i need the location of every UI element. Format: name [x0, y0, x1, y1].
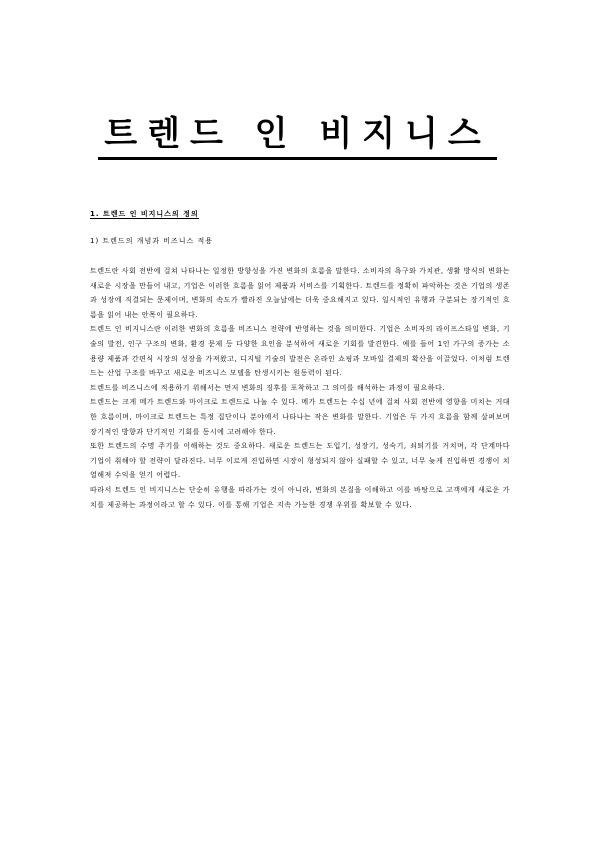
paragraph: 트렌드를 비즈니스에 적용하기 위해서는 먼저 변화의 징후를 포착하고 그 의미를 해석하는 과정이 필요하다. [90, 383, 445, 392]
section-subheading: 1) 트렌드의 개념과 비즈니스 적용 [90, 237, 213, 245]
paragraph: 트렌드 인 비지니스란 이러한 변화의 흐름을 비즈니스 전략에 반영하는 것을 의미한다. 기업은 소비자의 라이프스타일 변화, 기술의 발전, 인구 구조의 변화, 환경 문제 등 다양한 요인을 분석하여 새로운 기회를 발견한다. 예를 들어 1인 가구의 증가는 소용량 제품과 간편식 시장의 성장을 가져왔고, 디지털 기술의 발전은 온라인 쇼핑과 모바일 결제의 확산을 이끌었다. 이처럼 트렌드는 산업 구조를 바꾸고 새로운 비즈니스 모델을 탄생시키는 원동력이 된다. [90, 325, 510, 378]
body-text [90, 264, 510, 512]
paragraph: 트렌드란 사회 전반에 걸쳐 나타나는 일정한 방향성을 가진 변화의 흐름을 말한다. 소비자의 욕구와 가치관, 생활 방식의 변화는 새로운 시장을 만들어 내고, 기업은 이러한 흐름을 읽어 제품과 서비스를 기획한다. 트렌드를 정확히 파악하는 것은 기업의 생존과 성장에 직결되는 문제이며, 변화의 속도가 빨라진 오늘날에는 더욱 중요해지고 있다. 일시적인 유행과 구분되는 장기적인 흐름을 읽어 내는 안목이 필요하다. [90, 267, 510, 319]
paragraph: 따라서 트렌드 인 비지니스는 단순히 유행을 따라가는 것이 아니라, 변화의 본질을 이해하고 이를 바탕으로 고객에게 새로운 가치를 제공하는 과정이라고 할 수 있다. 이를 통해 기업은 지속 가능한 경쟁 우위를 확보할 수 있다. [90, 485, 510, 509]
paragraph: 트렌드는 크게 메가 트렌드와 마이크로 트렌드로 나눌 수 있다. 메가 트렌드는 수십 년에 걸쳐 사회 전반에 영향을 미치는 거대한 흐름이며, 마이크로 트렌드는 특정 집단이나 분야에서 나타나는 작은 변화를 말한다. 기업은 두 가지 흐름을 함께 살펴보며 장기적인 방향과 단기적인 기회를 동시에 고려해야 한다. [90, 398, 510, 436]
section-heading-text: 1. 트렌드 인 비지니스의 정의 [90, 210, 199, 218]
section-heading [90, 209, 199, 219]
document-title-text: 트렌드 인 비지니스 [98, 112, 496, 160]
paragraph: 또한 트렌드의 수명 주기를 이해하는 것도 중요하다. 새로운 트렌드는 도입기, 성장기, 성숙기, 쇠퇴기를 거치며, 각 단계마다 기업이 취해야 할 전략이 달라진다. 너무 이르게 진입하면 시장이 형성되지 않아 실패할 수 있고, 너무 늦게 진입하면 경쟁이 치열해져 수익을 얻기 어렵다. [90, 442, 510, 480]
document-title [0, 112, 595, 160]
